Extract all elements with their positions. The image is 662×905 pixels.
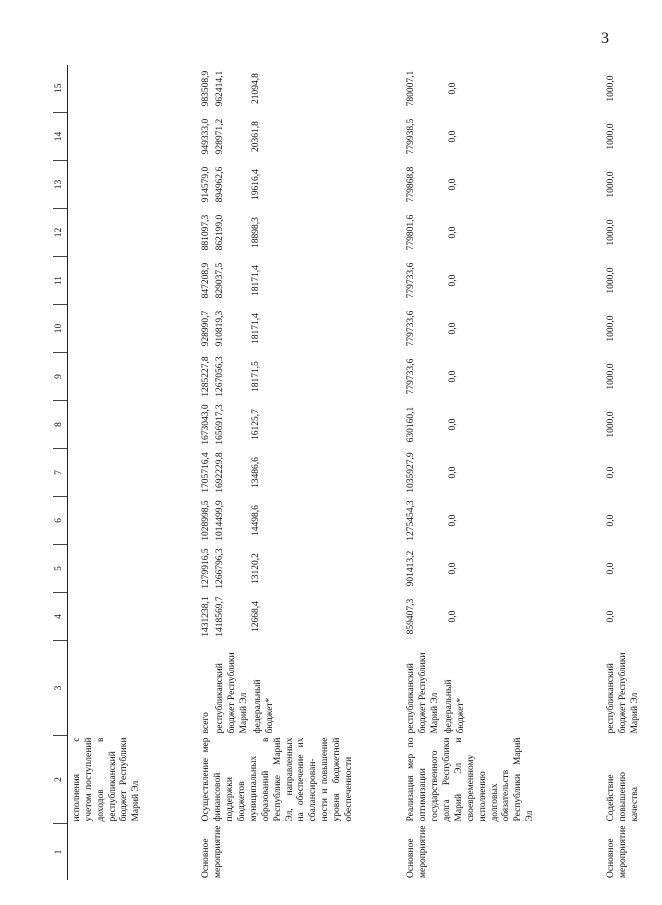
- value: 1000,0: [606, 315, 617, 342]
- value: 1279916,5: [201, 548, 212, 589]
- value: 962414,1: [215, 70, 226, 107]
- value: 847208,9: [201, 262, 212, 299]
- value-cell: [67, 305, 197, 353]
- col-header: 2: [53, 736, 67, 824]
- value-cell: [402, 401, 602, 449]
- col-header: 9: [53, 353, 67, 401]
- value-cell: [197, 209, 402, 257]
- value-cell: [602, 401, 662, 449]
- value: 862199,0: [215, 214, 226, 251]
- value-cell: [602, 593, 662, 641]
- value: 780007,1: [406, 70, 417, 107]
- value-cell: [402, 161, 602, 209]
- value-cell: [67, 545, 197, 593]
- value-cell: [402, 449, 602, 497]
- col-header: 1: [53, 824, 67, 880]
- value: 13486,6: [251, 457, 262, 488]
- funding-source: республиканский бюджет Республики Марий Эл: [606, 652, 641, 734]
- row-description-cell: Осуществление мер финансовой поддержки бюджетов муниципальных образований в Республике Марий Эл, направленных на обеспечение их сбалансирован-ности и повышение уровня бюджетной обеспеченности: [201, 737, 354, 822]
- col-header: 6: [53, 497, 67, 545]
- value-cell: [197, 401, 402, 449]
- page-number: 3: [601, 30, 609, 47]
- row-type-cell: [67, 824, 197, 880]
- value-cell: [197, 257, 402, 305]
- table-row: [602, 65, 662, 880]
- value: 1000,0: [606, 75, 617, 102]
- value-cell: [197, 497, 402, 545]
- value-cell: [67, 161, 197, 209]
- value: 0,0: [606, 610, 617, 623]
- value: 983508,9: [201, 70, 212, 107]
- value: 914579,0: [201, 166, 212, 203]
- value: 1000,0: [606, 219, 617, 246]
- value: 13120,2: [251, 553, 262, 584]
- value: 1673043,0: [201, 404, 212, 445]
- value: 910819,3: [215, 310, 226, 347]
- budget-table: [53, 65, 662, 880]
- value: 20361,8: [251, 121, 262, 152]
- value: 0,0: [448, 562, 459, 575]
- col-header: 12: [53, 209, 67, 257]
- value-cell: [67, 209, 197, 257]
- value: 16125,7: [251, 409, 262, 440]
- value: 881097,3: [201, 214, 212, 251]
- value: 928971,2: [215, 118, 226, 155]
- row-description-cell: исполнения с учетом поступлений доходов в республиканский бюджет Республики Марий Эл: [71, 737, 142, 822]
- value: 1000,0: [606, 411, 617, 438]
- value-cell: [67, 401, 197, 449]
- col-header: 5: [53, 545, 67, 593]
- value: 1692229,8: [215, 452, 226, 493]
- value: 18171,5: [251, 361, 262, 392]
- value: 0,0: [606, 466, 617, 479]
- value-cell: [67, 65, 197, 113]
- header-row: [53, 65, 67, 880]
- value: 0,0: [448, 370, 459, 383]
- value: 0,0: [448, 514, 459, 527]
- value: 894962,6: [215, 166, 226, 203]
- col-header: 11: [53, 257, 67, 305]
- row-type-cell: Основное мероприятие: [201, 825, 224, 878]
- funding-source-cell: [67, 641, 197, 736]
- value-cell: [602, 113, 662, 161]
- rotated-table-wrapper: [53, 40, 641, 880]
- value-cell: [602, 497, 662, 545]
- value: 0,0: [448, 130, 459, 143]
- value: 779733,6: [406, 310, 417, 347]
- value: 0,0: [448, 82, 459, 95]
- value-cell: [67, 497, 197, 545]
- value-cell: [602, 545, 662, 593]
- table-row: [402, 65, 602, 880]
- value: 859407,3: [406, 598, 417, 635]
- value-cell: [602, 65, 662, 113]
- value: 0,0: [448, 178, 459, 191]
- value: 18898,3: [251, 217, 262, 248]
- value-cell: [67, 353, 197, 401]
- funding-source: федеральный бюджет*: [252, 679, 275, 734]
- value-cell: [197, 593, 402, 641]
- col-header: 14: [53, 113, 67, 161]
- value-cell: [402, 65, 602, 113]
- value: 949333,0: [201, 118, 212, 155]
- value: 0,0: [448, 610, 459, 623]
- value-cell: [197, 449, 402, 497]
- value-cell: [67, 593, 197, 641]
- value: 0,0: [606, 514, 617, 527]
- value-cell: [602, 449, 662, 497]
- value: 1000,0: [606, 123, 617, 150]
- value-cell: [602, 353, 662, 401]
- col-header: 15: [53, 65, 67, 113]
- value-cell: [602, 257, 662, 305]
- col-header: 3: [53, 641, 67, 736]
- funding-source: республиканский бюджет Республики Марий Эл: [406, 652, 441, 734]
- value-cell: [602, 209, 662, 257]
- funding-source: федеральный бюджет*: [444, 679, 466, 734]
- value: 1656917,3: [215, 404, 226, 445]
- value: 14498,6: [251, 505, 262, 536]
- value-cell: [197, 65, 402, 113]
- value: 1275454,3: [406, 500, 417, 541]
- table-body: [53, 65, 662, 880]
- value: 1028998,5: [201, 500, 212, 541]
- value-cell: [402, 545, 602, 593]
- value: 21094,8: [251, 73, 262, 104]
- value: 1267056,3: [215, 356, 226, 397]
- value: 0,0: [448, 466, 459, 479]
- value: 0,0: [448, 274, 459, 287]
- funding-source: республиканский бюджет Республики Марий Эл: [215, 652, 249, 734]
- col-header: 4: [53, 593, 67, 641]
- row-description-cell: Реализация мер по оптимизации государственного долга Республики Марий Эл и своевременному исполнению долговых обязательств Республики Марий Эл: [406, 737, 536, 822]
- value-cell: [197, 545, 402, 593]
- value-cell: [402, 497, 602, 545]
- value: 829037,5: [215, 262, 226, 299]
- table-row: [197, 65, 402, 880]
- value-cell: [402, 305, 602, 353]
- funding-source-cell: [402, 641, 602, 736]
- value-cell: [67, 113, 197, 161]
- value-cell: [67, 449, 197, 497]
- funding-source: всего: [201, 712, 212, 734]
- table-row: [67, 65, 197, 880]
- value: 0,0: [448, 418, 459, 431]
- value: 928990,7: [201, 310, 212, 347]
- value: 901413,2: [406, 550, 417, 587]
- value: 0,0: [448, 322, 459, 335]
- funding-source-cell: [197, 641, 402, 736]
- value: 1418569,7: [215, 596, 226, 637]
- value-cell: [602, 305, 662, 353]
- value-cell: [402, 209, 602, 257]
- value: 779938,5: [406, 118, 417, 155]
- value: 1000,0: [606, 363, 617, 390]
- value-cell: [402, 353, 602, 401]
- funding-source-cell: [602, 641, 662, 736]
- value: 1431238,1: [201, 596, 212, 637]
- value: 779801,6: [406, 214, 417, 251]
- value: 1014499,9: [215, 500, 226, 541]
- col-header: 8: [53, 401, 67, 449]
- value: 779733,6: [406, 358, 417, 395]
- value: 1000,0: [606, 267, 617, 294]
- value: 18171,4: [251, 265, 262, 296]
- value-cell: [197, 113, 402, 161]
- value-cell: [197, 305, 402, 353]
- value: 1285227,8: [201, 356, 212, 397]
- value: 19616,4: [251, 169, 262, 200]
- col-header: 10: [53, 305, 67, 353]
- value-cell: [402, 257, 602, 305]
- value-cell: [602, 161, 662, 209]
- value: 779868,8: [406, 166, 417, 203]
- value: 1266796,3: [215, 548, 226, 589]
- row-type-cell: Основное мероприятие: [606, 825, 629, 878]
- value: 779733,6: [406, 262, 417, 299]
- row-type-cell: Основное мероприятие: [406, 825, 429, 878]
- value-cell: [197, 161, 402, 209]
- value: 1000,0: [606, 171, 617, 198]
- col-header: 13: [53, 161, 67, 209]
- value: 630160,1: [406, 406, 417, 443]
- value: 12668,4: [251, 601, 262, 632]
- value: 1705716,4: [201, 452, 212, 493]
- value: 18171,4: [251, 313, 262, 344]
- row-description-cell: Содействие повышению качества: [606, 772, 641, 822]
- value-cell: [67, 257, 197, 305]
- value-cell: [402, 113, 602, 161]
- col-header: 7: [53, 449, 67, 497]
- value: 0,0: [448, 226, 459, 239]
- value-cell: [197, 353, 402, 401]
- value: 1035927,9: [406, 452, 417, 493]
- value-cell: [402, 593, 602, 641]
- value: 0,0: [606, 562, 617, 575]
